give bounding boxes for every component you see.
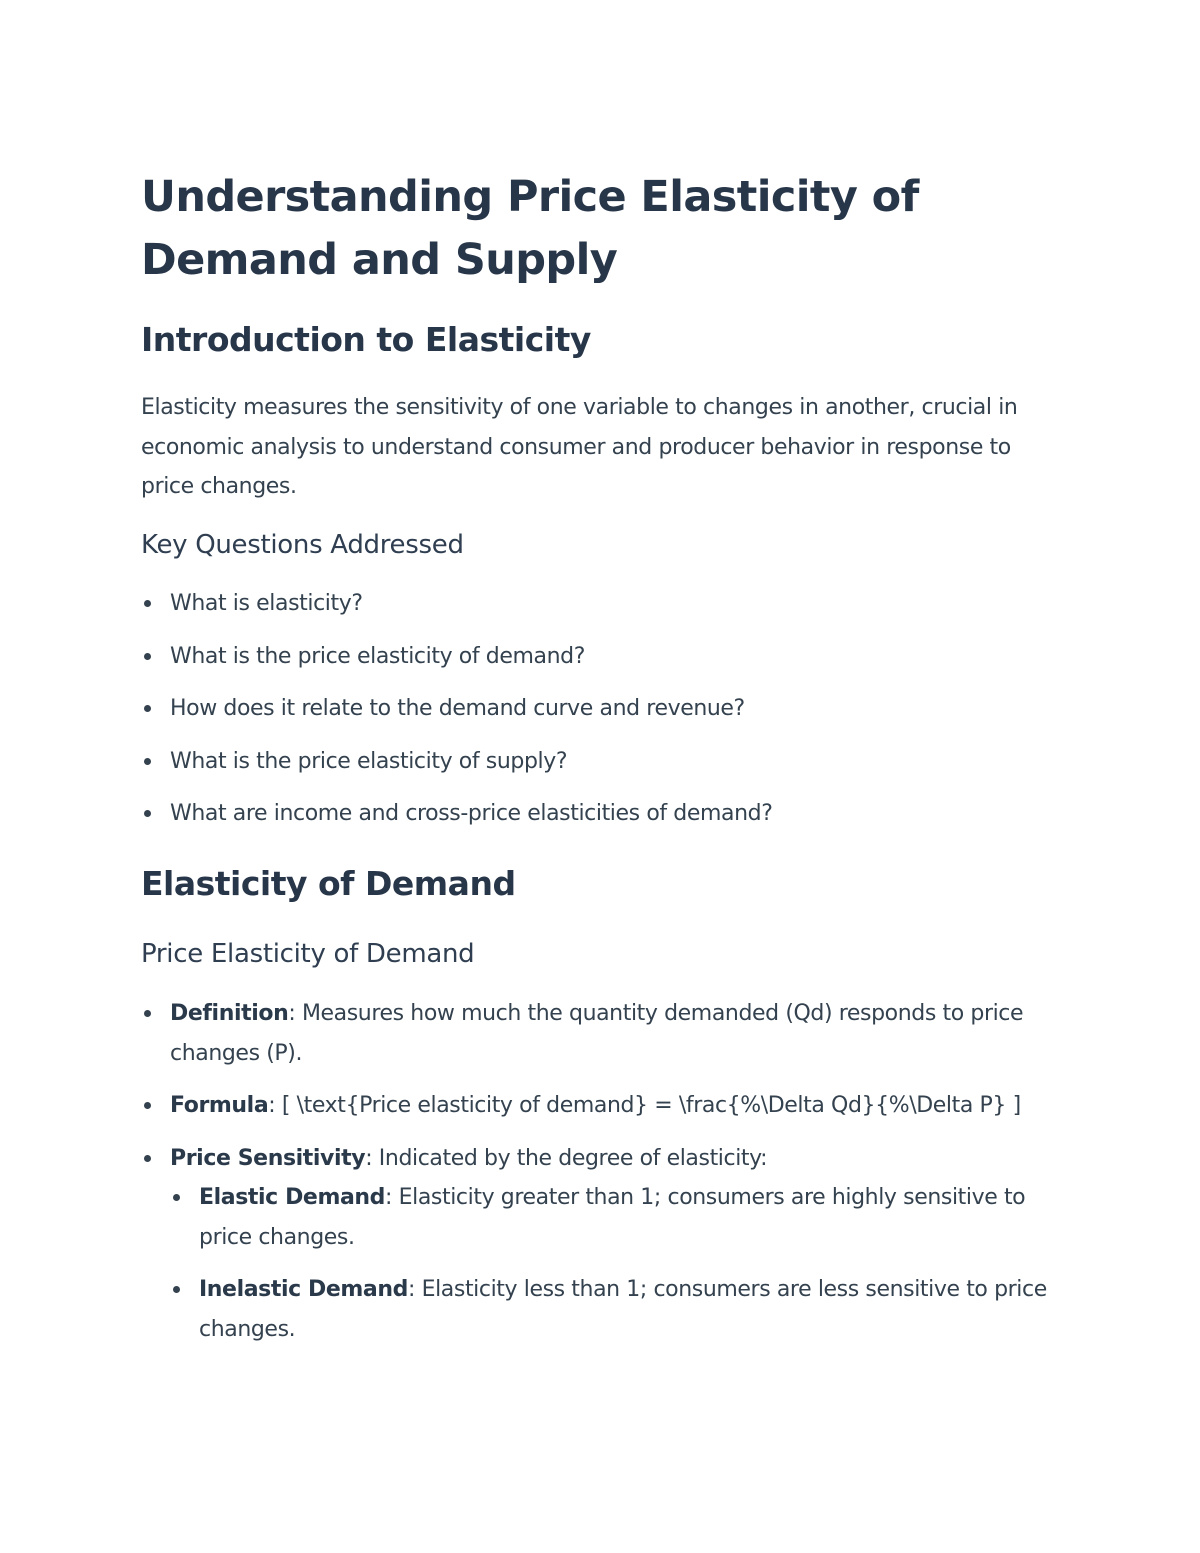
list-item (141, 742, 1051, 782)
question-text: What are income and cross-price elasticities of demand? (170, 801, 773, 826)
bullet-icon (173, 1194, 180, 1201)
demand-definition-list (141, 994, 1051, 1349)
term-formula: Formula (170, 1093, 269, 1118)
bullet-icon (144, 1102, 151, 1109)
definition-text: : Measures how much the quantity demanded (Qd) responds to price changes (P). (170, 1001, 1024, 1066)
list-item-inelastic-demand (170, 1270, 1051, 1349)
inelastic-demand-text: : Elasticity less than 1; consumers are less sensitive to price changes. (199, 1277, 1047, 1342)
bullet-icon (144, 600, 151, 607)
subheading-price-elasticity-demand: Price Elasticity of Demand (141, 939, 475, 969)
price-sensitivity-text: : Indicated by the degree of elasticity: (365, 1145, 768, 1171)
intro-paragraph: Elasticity measures the sensitivity of one variable to changes in another, crucial in economic analysis to understand consumer and producer behavior in response to price changes. (141, 395, 1018, 499)
list-item (141, 689, 1051, 729)
formula-text: : [ \text{Price elasticity of demand} = \frac{%\Delta Qd}{%\Delta P} ] (268, 1093, 1021, 1118)
question-text: What is the price elasticity of demand? (170, 643, 585, 669)
question-text: How does it relate to the demand curve and revenue? (170, 696, 745, 721)
list-item (141, 794, 1051, 834)
list-item (141, 584, 1051, 624)
section-heading-demand: Elasticity of Demand (141, 864, 516, 903)
question-text: What is the price elasticity of supply? (170, 748, 568, 774)
bullet-icon (173, 1286, 180, 1293)
bullet-icon (144, 705, 151, 712)
list-item-elastic-demand (170, 1178, 1051, 1257)
list-item (141, 637, 1051, 677)
term-inelastic-demand: Inelastic Demand (199, 1277, 408, 1302)
subheading-key-questions: Key Questions Addressed (141, 530, 464, 560)
list-item-formula (141, 1086, 1051, 1126)
term-elastic-demand: Elastic Demand (199, 1185, 386, 1210)
bullet-icon (144, 758, 151, 765)
bullet-icon (144, 1155, 151, 1162)
bullet-icon (144, 1010, 151, 1017)
term-definition: Definition (170, 1001, 289, 1026)
term-price-sensitivity: Price Sensitivity (170, 1145, 366, 1171)
elasticity-types-list (170, 1178, 1051, 1349)
elastic-demand-text: : Elasticity greater than 1; consumers are highly sensitive to price changes. (199, 1185, 1026, 1250)
key-questions-list (141, 584, 1051, 834)
bullet-icon (144, 810, 151, 817)
document-title: Understanding Price Elasticity of Demand and Supply (141, 172, 919, 285)
bullet-icon (144, 653, 151, 660)
section-heading-intro: Introduction to Elasticity (141, 320, 591, 359)
list-item-definition (141, 994, 1051, 1073)
list-item-price-sensitivity (141, 1139, 1051, 1350)
question-text: What is elasticity? (170, 591, 363, 616)
